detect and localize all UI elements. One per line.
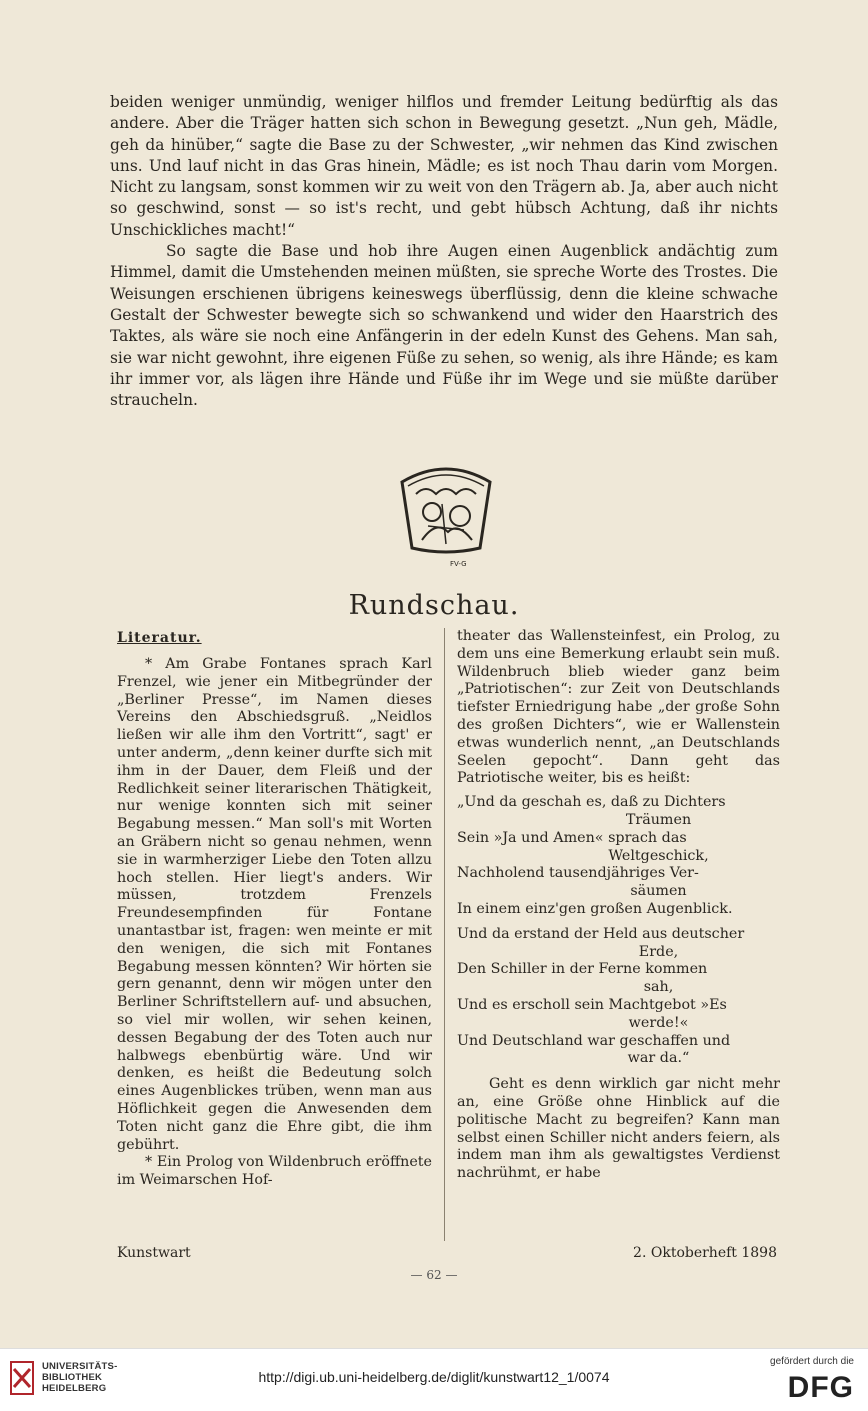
permalink-url[interactable]: http://digi.ub.uni-heidelberg.de/diglit/kunstwart12_1/0074 [258,1369,610,1385]
section-heading: Rundschau. [348,590,520,621]
vignette-icon [392,460,500,570]
poem-stanza-1 [457,794,780,919]
poem-quote [457,794,780,1068]
page-number: — 62 — [410,1268,458,1282]
poem-stanza-2 [457,926,780,1068]
funding-note: gefördert durch die [770,1356,854,1367]
right-column [457,628,780,1183]
fontane-paragraph: * Am Grabe Fontanes sprach Karl Frenzel, wie jener ein Mitbegründer der „Berliner Presse“, im Namen dieses Vereins den Abschiedsgruß. „Neidlos ließen wir alle ihm den Vortritt“, sagt' er unter anderm, „denn keiner durfte sich mit ihm in der Dauer, dem Fleiß und der Redlichkeit seiner literarischen Thätigkeit, nur wenige konnten sich mit seiner Begabung messen.“ Man soll's mit Worten an Gräbern nicht so genau nehmen, wenn sie in warmherziger Liebe den Toten allzu hoch stellen. Hier liegt's anders. Wir müssen, trotzdem Frenzels Freundesempfinden für Fontane unantastbar ist, fragen: wen meinte er mit den wenigen, die sich mit Fontanes Begabung messen könnten? Wir hörten sie gern genannt, denn wir mögen unter den Berliner Schriftstellern auf- und absuchen, so viel mir wollen, wir sehen keinen, dessen Begabung der des Toten auch nur halbwegs ebenbürtig wäre. Und wir denken, es heißt die Bedeutung solch eines Augenblickes trüben, wenn man aus Höflichkeit gegen die Anwesenden dem Toten nicht ganz die Ehre gibt, die ihm gebührt. [117,656,432,1153]
decorative-vignette [392,460,500,570]
poem-line: Und es erscholl sein Machtgebot »Es werde!« [457,996,727,1031]
journal-name: Kunstwart [117,1245,191,1261]
poem-line: Den Schiller in der Ferne kommen sah, [457,961,708,996]
poem-line: Sein »Ja und Amen« sprach das Weltgeschick, [457,829,709,864]
issue-label: 2. Oktoberheft 1898 [633,1245,777,1261]
dfg-logo[interactable]: DFG [787,1371,854,1404]
story-paragraph-1: beiden weniger unmündig, weniger hilflos und fremder Leitung bedürftig als das andere. Aber die Träger hatten sich schon in Bewegung gesetzt. „Nun geh, Mädle, geh da hinüber,“ sagte die Base zu der Schwester, „wir nehmen das Kind zwischen uns. Und lauf nicht in das Gras hinein, Mädle; es ist noch Thau darin vom Morgen. Nicht zu langsam, sonst kommen wir zu weit von den Trägern ab. Ja, aber auch nicht so geschwind, sonst — so ist's recht, und gebt hübsch Achtung, daß ihr nichts Unschickliches macht!“ [110,93,778,239]
library-name[interactable]: UNIVERSITÄTS- BIBLIOTHEK HEIDELBERG [42,1361,118,1394]
left-column [117,628,432,1190]
prolog-paragraph-start: * Ein Prolog von Wildenbruch eröffnete im Weimarschen Hof- [117,1154,432,1189]
critique-paragraph: Geht es denn wirklich gar nicht mehr an, eine Größe ohne Hinblick auf die politische Macht zu begreifen? Kann man selbst einen Schiller nicht anders feiern, als indem man ihm als gewaltigstes Verdienst nachrühmt, er habe [457,1076,780,1182]
prolog-paragraph-continued: theater das Wallensteinfest, ein Prolog, zu dem uns eine Bemerkung erlaubt sein muß. Wildenbruch blieb wieder ganz beim „Patriotischen“: zur Zeit von Deutschlands tiefster Erniedrigung habe „der große Sohn des großen Dichters“, wie er Wallenstein etwas wunderlich nennt, „an Deutschlands Seelen gepocht“. Dann geht das Patriotische weiter, bis es heißt: [457,628,780,787]
story-continuation [110,92,778,411]
poem-line: „Und da geschah es, daß zu Dichters Träumen [457,794,726,828]
vignette-monogram: FV-G [450,560,467,568]
poem-line: Und da erstand der Held aus deutscher Erde, [457,925,745,960]
story-paragraph-2: So sagte die Base und hob ihre Augen einen Augenblick andächtig zum Himmel, damit die Umstehenden meinen müßten, sie spreche Worte des Trostes. Die Weisungen erschienen übrigens keineswegs überflüssig, denn die kleine schwache Gestalt der Schwester bewegte sich so schwankend und wider den Haarstrich des Taktes, als wäre sie noch eine Anfängerin in der edeln Kunst des Gehens. Man sah, sie war nicht gewohnt, ihre eigenen Füße zu sehen, so wenig, als ihre Hände; es kam ihr immer vor, als lägen ihre Hände und Füße ihr im Wege und sie müßte darüber straucheln. [110,242,779,410]
poem-line: Und Deutschland war geschaffen und war da.“ [457,1032,731,1067]
poem-line: In einem einz'gen großen Augenblick. [457,900,733,917]
literatur-heading: Literatur. [117,630,202,646]
viewer-footer-bar [0,1348,868,1411]
column-divider [444,628,445,1241]
poem-line: Nachholend tausendjähriges Ver- säumen [457,865,699,900]
